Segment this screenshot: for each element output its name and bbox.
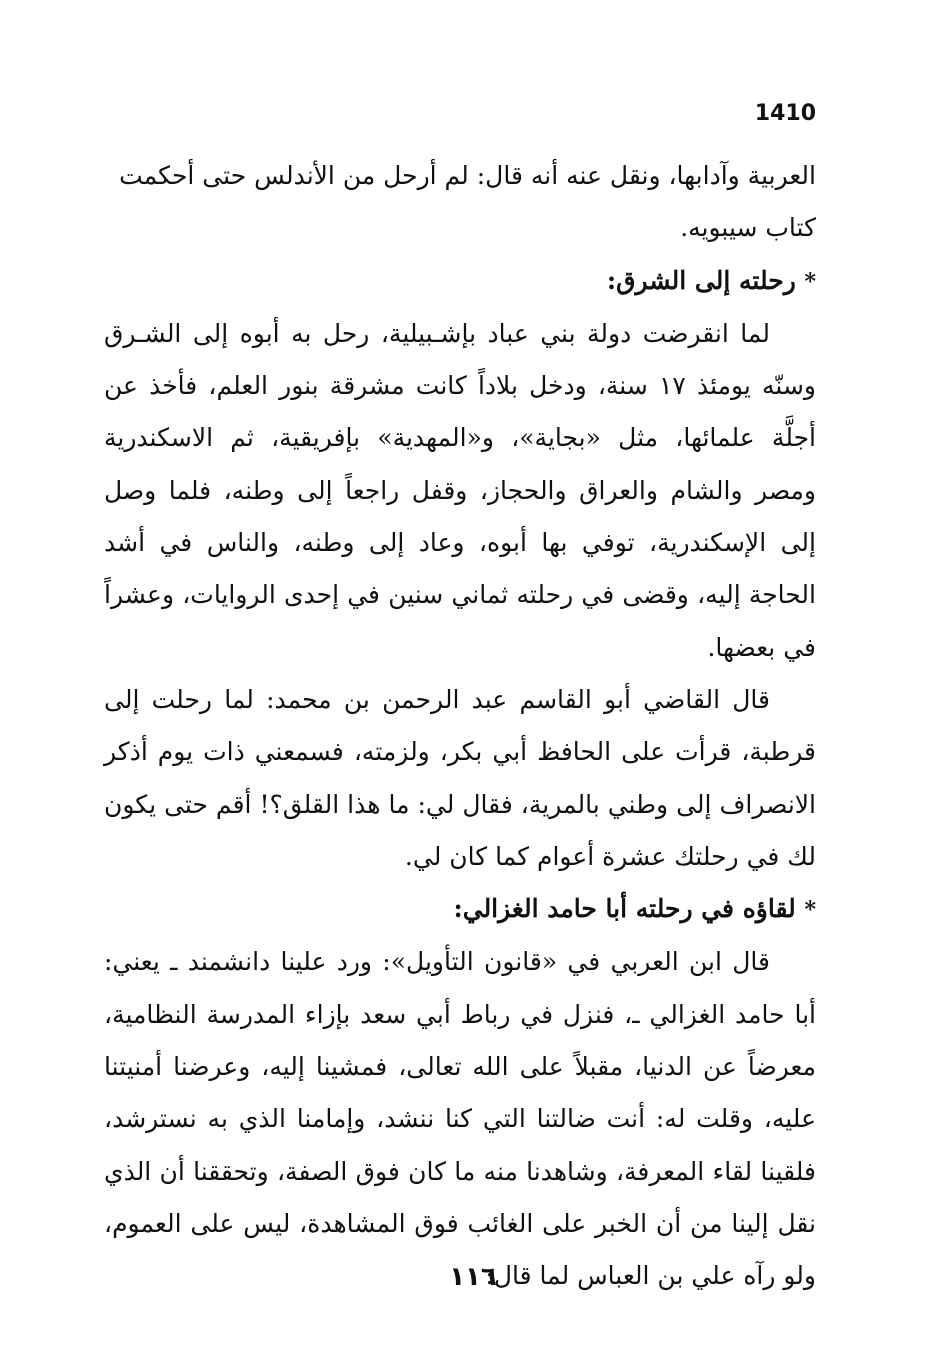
heading-star-marker: * bbox=[804, 268, 816, 295]
paragraph-meeting-ghazali: قال ابن العربي في «قانون التأويل»: ورد علينا دانشمند ـ يعني: أبا حامد الغزالي ـ، فنزل في رباط أبي سعد بإزاء المدرسة النظامية، معرضاً عن الدنيا، مقبلاً على الله تعالى، فمشينا إليه، وعرضنا أمنيتنا عليه، وقلت له: أنت ضالتنا التي كنا ننشد، وإمامنا الذي به نسترشد، فلقينا لقاء المعرفة، وشاهدنا منه ما كان فوق الصفة، وتحققنا أن الذي نقل إلينا من أن الخبر على الغائب فوق المشاهدة، ليس على العموم، ولو رآه علي بن العباس لما قال: bbox=[104, 947, 816, 1291]
heading-star-marker: * bbox=[804, 897, 816, 924]
paragraph-continuation: العربية وآدابها، ونقل عنه أنه قال: لم أرحل من الأندلس حتى أحكمت كتاب سيبويه. bbox=[119, 161, 816, 243]
page-body bbox=[104, 150, 816, 1303]
section-heading-journey-east bbox=[104, 255, 816, 308]
heading-text: رحلته إلى الشرق: bbox=[606, 265, 796, 295]
bottom-page-number: ١١٦ bbox=[449, 1262, 497, 1292]
section-heading-meeting-ghazali bbox=[104, 883, 816, 936]
paragraph-qadi-quote: قال القاضي أبو القاسم عبد الرحمن بن محمد: لما رحلت إلى قرطبة، قرأت على الحافظ أبي بكر، ولزمته، فسمعني ذات يوم أذكر الانصراف إلى وطني بالمرية، فقال لي: ما هذا القلق؟! أقم حتى يكون لك في رحلتك عشرة أعوام كما كان لي. bbox=[104, 684, 816, 871]
heading-text: لقاؤه في رحلته أبا حامد الغزالي: bbox=[453, 894, 796, 924]
paragraph-journey-east: لما انقرضت دولة بني عباد بإشـبيلية، رحل به أبوه إلى الشـرق وسنّه يومئذ ١٧ سنة، ودخل بلاداً كانت مشرقة بنور العلم، فأخذ عن أجلَّة علمائها، مثل «بجاية»، و«المهدية» بإفريقية، ثم الاسكندرية ومصر والشام والعراق والحجاز، وقفل راجعاً إلى وطنه، فلما وصل إلى الإسكندرية، توفي بها أبوه، وعاد إلى وطنه، والناس في أشد الحاجة إليه، وقضى في رحلته ثماني سنين في إحدى الروايات، وعشراً في بعضها. bbox=[104, 318, 816, 662]
top-page-number: 1410 bbox=[754, 101, 816, 126]
